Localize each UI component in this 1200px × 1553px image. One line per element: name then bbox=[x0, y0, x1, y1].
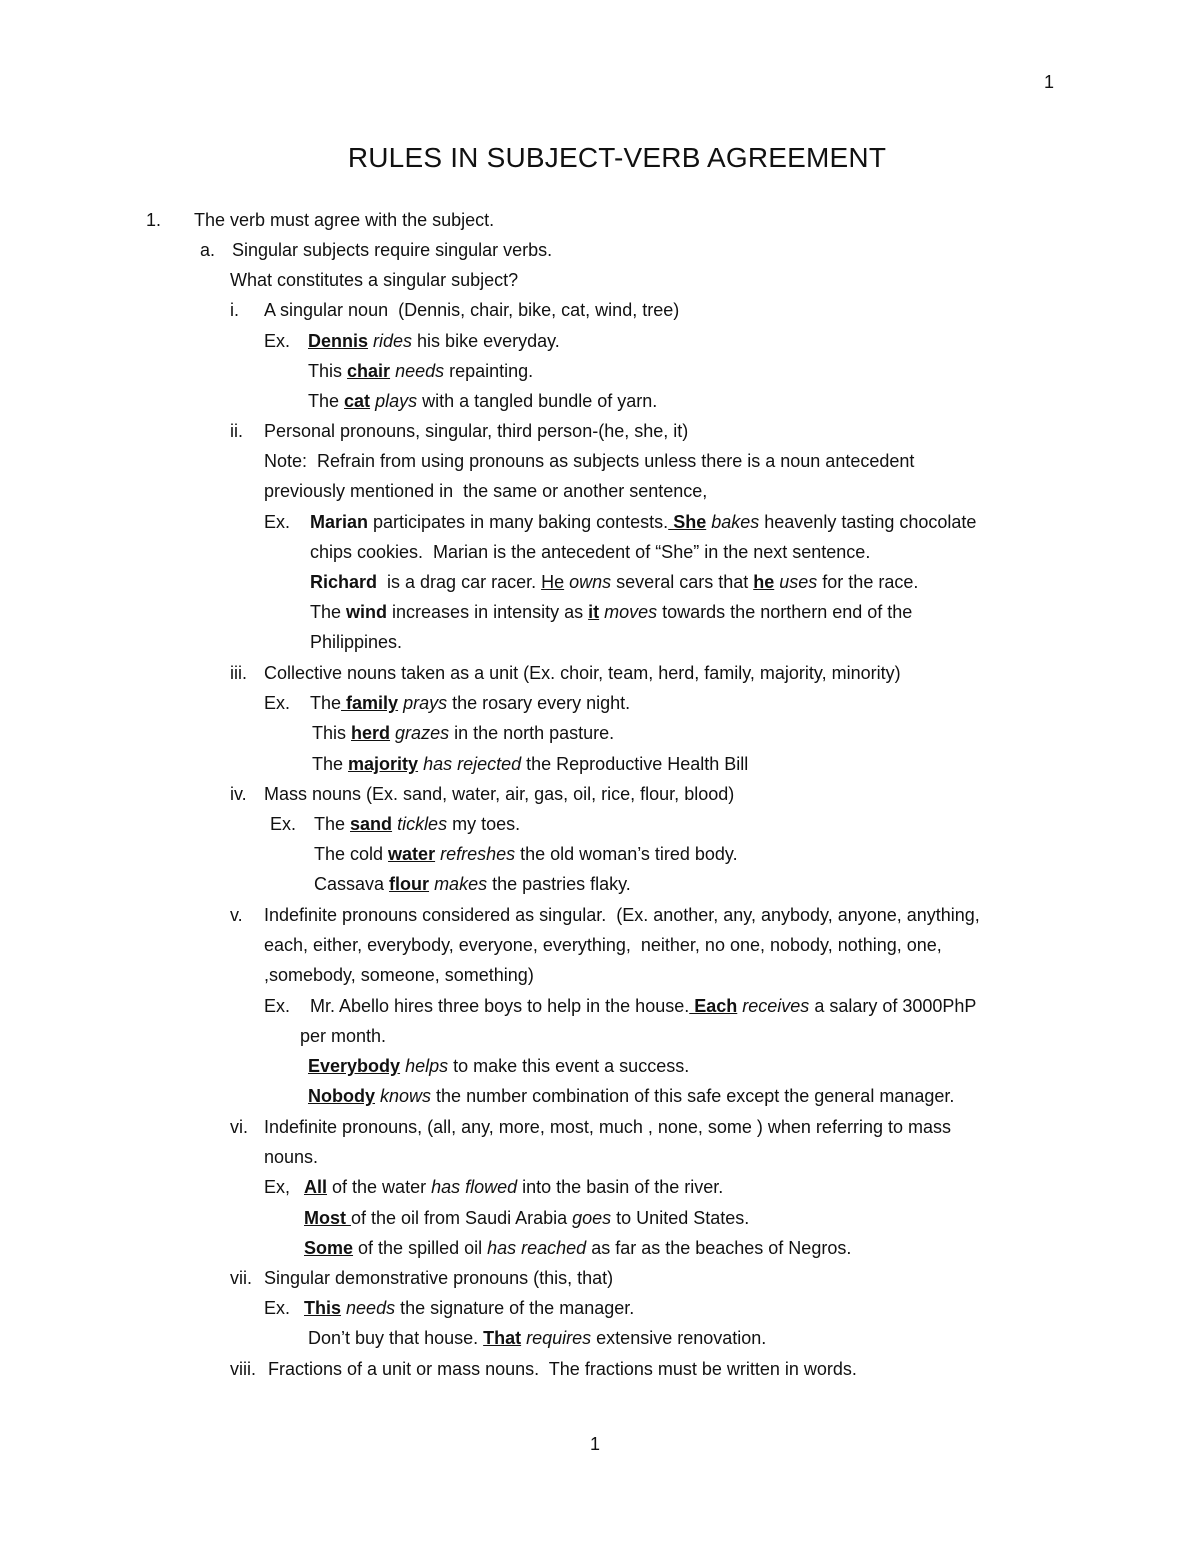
vii-example-1: This needs the signature of the manager. bbox=[304, 1298, 635, 1318]
page-number-top: 1 bbox=[1044, 72, 1055, 92]
vi-example-1: All of the water has flowed into the basin of the river. bbox=[304, 1177, 724, 1197]
ii-ex-label: Ex. bbox=[264, 512, 291, 532]
iii-example-2: This herd grazes in the north pasture. bbox=[312, 723, 615, 743]
iii-example-3: The majority has rejected the Reproductive Health Bill bbox=[312, 754, 749, 774]
vi-example-2: Most of the oil from Saudi Arabia goes to United States. bbox=[304, 1208, 750, 1228]
v-text-line-3: ,somebody, someone, something) bbox=[264, 965, 534, 985]
ii-note-line-1: Note: Refrain from using pronouns as subjects unless there is a noun antecedent bbox=[264, 451, 915, 471]
rule-1-number: 1. bbox=[146, 210, 162, 230]
iii-example-1: The family prays the rosary every night. bbox=[310, 693, 631, 713]
ii-marker: ii. bbox=[230, 421, 243, 441]
i-ex-label: Ex. bbox=[264, 331, 291, 351]
iv-text: Mass nouns (Ex. sand, water, air, gas, oil, rice, flour, blood) bbox=[264, 784, 735, 804]
ii-example-2: Richard is a drag car racer. He owns several cars that he uses for the race. bbox=[310, 572, 919, 592]
v-ex-label: Ex. bbox=[264, 996, 291, 1016]
vi-text-line-1: Indefinite pronouns, (all, any, more, most, much , none, some ) when referring to mass bbox=[264, 1117, 951, 1137]
iii-marker: iii. bbox=[230, 663, 247, 683]
vi-example-3: Some of the spilled oil has reached as far as the beaches of Negros. bbox=[304, 1238, 852, 1258]
ii-example-3a: The wind increases in intensity as it moves towards the northern end of the bbox=[310, 602, 913, 622]
vi-marker: vi. bbox=[230, 1117, 248, 1137]
ii-example-3b: Philippines. bbox=[310, 632, 403, 652]
ii-note-line-2: previously mentioned in the same or another sentence, bbox=[264, 481, 708, 501]
vii-example-2: Don’t buy that house. That requires extensive renovation. bbox=[308, 1328, 767, 1348]
iv-marker: iv. bbox=[230, 784, 247, 804]
ii-example-1a: Marian participates in many baking contests. She bakes heavenly tasting chocolate bbox=[310, 512, 977, 532]
iii-ex-label: Ex. bbox=[264, 693, 291, 713]
vi-ex-label: Ex, bbox=[264, 1177, 291, 1197]
page-title: RULES IN SUBJECT-VERB AGREEMENT bbox=[347, 142, 887, 173]
v-example-2: Everybody helps to make this event a success. bbox=[308, 1056, 690, 1076]
ii-text: Personal pronouns, singular, third person-(he, she, it) bbox=[264, 421, 689, 441]
iv-ex-label: Ex. bbox=[270, 814, 297, 834]
a-text: Singular subjects require singular verbs. bbox=[232, 240, 553, 260]
iv-example-3: Cassava flour makes the pastries flaky. bbox=[314, 874, 631, 894]
v-example-3: Nobody knows the number combination of this safe except the general manager. bbox=[308, 1086, 955, 1106]
rule-1-text: The verb must agree with the subject. bbox=[194, 210, 495, 230]
iv-example-1: The sand tickles my toes. bbox=[314, 814, 521, 834]
v-example-1a: Mr. Abello hires three boys to help in the house. Each receives a salary of 3000PhP bbox=[310, 996, 977, 1016]
vii-text: Singular demonstrative pronouns (this, that) bbox=[264, 1268, 614, 1288]
vii-marker: vii. bbox=[230, 1268, 252, 1288]
v-text-line-2: each, either, everybody, everyone, everything, neither, no one, nobody, nothing, one, bbox=[264, 935, 942, 955]
i-example-3: The cat plays with a tangled bundle of yarn. bbox=[308, 391, 658, 411]
v-text-line-1: Indefinite pronouns considered as singular. (Ex. another, any, anybody, anyone, anything, bbox=[264, 905, 980, 925]
v-marker: v. bbox=[230, 905, 243, 925]
a-marker: a. bbox=[200, 240, 216, 260]
viii-text: Fractions of a unit or mass nouns. The fractions must be written in words. bbox=[268, 1359, 857, 1379]
viii-marker: viii. bbox=[230, 1359, 256, 1379]
iii-text: Collective nouns taken as a unit (Ex. choir, team, herd, family, majority, minority) bbox=[264, 663, 901, 683]
vi-text-line-2: nouns. bbox=[264, 1147, 319, 1167]
a-question: What constitutes a singular subject? bbox=[230, 270, 519, 290]
i-marker: i. bbox=[230, 300, 239, 320]
i-example-2: This chair needs repainting. bbox=[308, 361, 534, 381]
i-example-1: Dennis rides his bike everyday. bbox=[308, 331, 560, 351]
vii-ex-label: Ex. bbox=[264, 1298, 291, 1318]
v-example-1b: per month. bbox=[300, 1026, 387, 1046]
page-number-bottom: 1 bbox=[590, 1434, 601, 1454]
ii-example-1b: chips cookies. Marian is the antecedent of “She” in the next sentence. bbox=[310, 542, 871, 562]
i-text: A singular noun (Dennis, chair, bike, cat, wind, tree) bbox=[264, 300, 680, 320]
iv-example-2: The cold water refreshes the old woman’s tired body. bbox=[314, 844, 738, 864]
